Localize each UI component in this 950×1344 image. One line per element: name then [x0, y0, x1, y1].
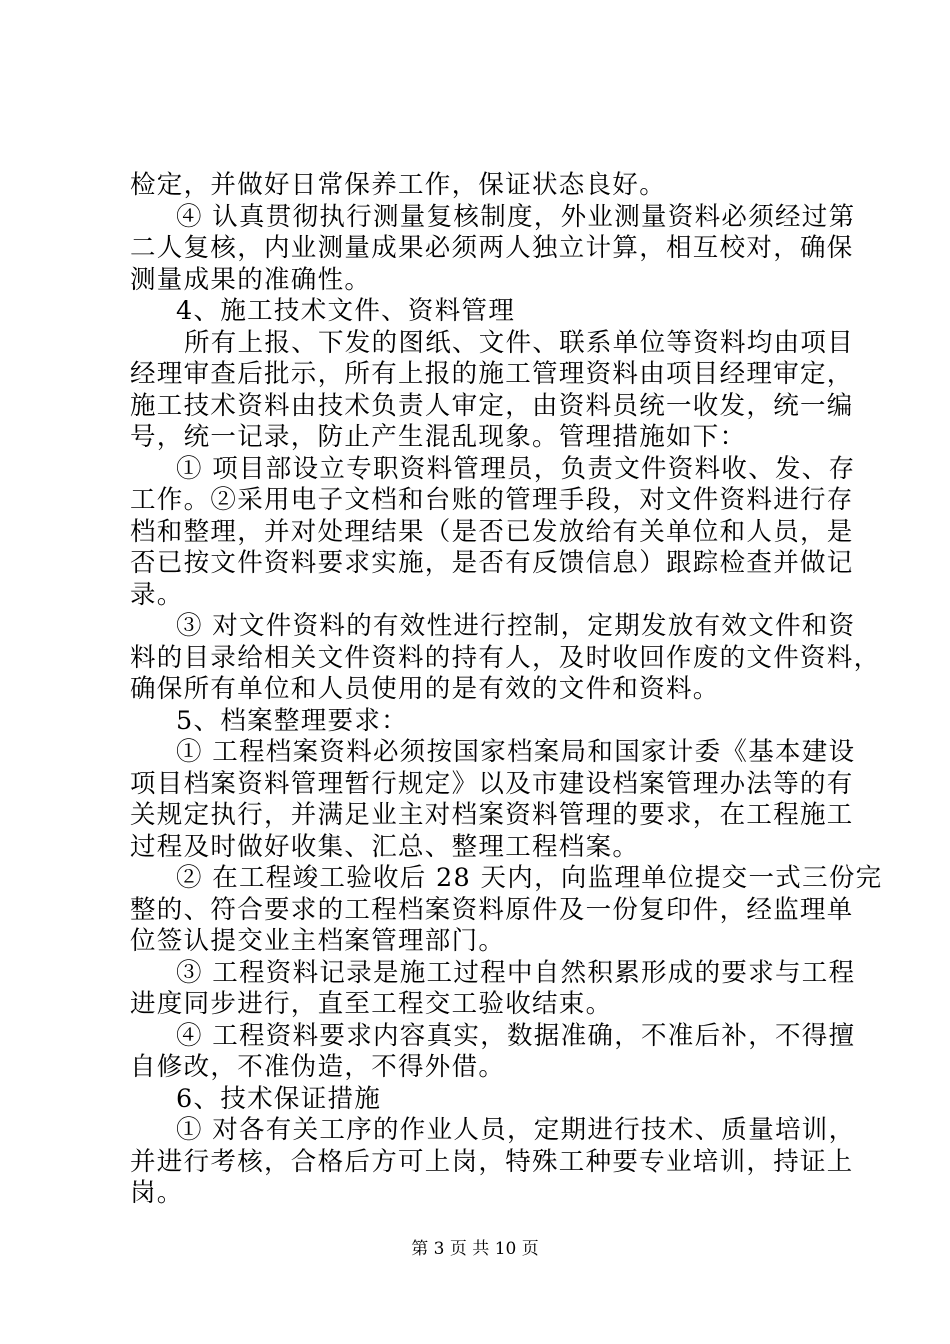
- text-line: 5、档案整理要求：: [176, 705, 408, 736]
- text-line: 整的、符合要求的工程档案资料原件及一份复印件，经监理单: [130, 894, 854, 925]
- page-footer: 第 3 页 共 10 页: [411, 1239, 539, 1259]
- text-line: 岗。: [130, 1178, 184, 1208]
- document-body: [130, 170, 883, 1210]
- text-line: 录。: [130, 579, 184, 610]
- text-line: 过程及时做好收集、汇总、整理工程档案。: [130, 831, 640, 862]
- text-line: 号，统一记录，防止产生混乱现象。管理措施如下：: [130, 422, 747, 452]
- text-line: 二人复核，内业测量成果必须两人独立计算，相互校对，确保: [130, 233, 854, 263]
- text-line: 工作。②采用电子文档和台账的管理手段，对文件资料进行存: [130, 485, 854, 515]
- text-line: 6、技术保证措施: [176, 1083, 382, 1114]
- text-line: 并进行考核，合格后方可上岗，特殊工种要专业培训，持证上: [130, 1146, 854, 1177]
- text-line: ③ 对文件资料的有效性进行控制，定期发放有效文件和资: [176, 611, 856, 641]
- text-line: 进度同步进行，直至工程交工验收结束。: [130, 989, 613, 1019]
- text-line: ③ 工程资料记录是施工过程中自然积累形成的要求与工程: [176, 957, 856, 988]
- text-line: 测量成果的准确性。: [130, 264, 372, 295]
- text-line: 经理审查后批示，所有上报的施工管理资料由项目经理审定，: [130, 359, 854, 389]
- text-line: 位签认提交业主档案管理部门。: [130, 926, 506, 956]
- text-line: 施工技术资料由技术负责人审定，由资料员统一收发，统一编: [130, 390, 854, 421]
- text-line: ① 对各有关工序的作业人员，定期进行技术、质量培训，: [176, 1115, 856, 1145]
- text-line: ① 项目部设立专职资料管理员，负责文件资料收、发、存: [176, 453, 856, 484]
- text-line: ④ 工程资料要求内容真实，数据准确，不准后补，不得擅: [176, 1020, 856, 1051]
- text-line: 否已按文件资料要求实施，是否有反馈信息）跟踪检查并做记: [130, 548, 854, 578]
- text-line: ② 在工程竣工验收后 28 天内，向监理单位提交一式三份完: [176, 863, 883, 893]
- text-line: 料的目录给相关文件资料的持有人，及时收回作废的文件资料，: [130, 642, 881, 673]
- text-line: 检定，并做好日常保养工作，保证状态良好。: [130, 170, 667, 200]
- text-line: 关规定执行，并满足业主对档案资料管理的要求，在工程施工: [130, 800, 854, 830]
- text-line: 确保所有单位和人员使用的是有效的文件和资料。: [130, 674, 720, 704]
- text-line: ① 工程档案资料必须按国家档案局和国家计委《基本建设: [176, 737, 856, 767]
- text-line: ④ 认真贯彻执行测量复核制度，外业测量资料必须经过第: [176, 201, 856, 232]
- text-line: 自修改，不准伪造，不得外借。: [130, 1052, 506, 1082]
- text-line: 4、施工技术文件、资料管理: [176, 296, 516, 326]
- text-line: 项目档案资料管理暂行规定》以及市建设档案管理办法等的有: [130, 768, 854, 799]
- text-line: 档和整理，并对处理结果（是否已发放给有关单位和人员，是: [130, 516, 854, 547]
- text-line: 所有上报、下发的图纸、文件、联系单位等资料均由项目: [184, 327, 855, 358]
